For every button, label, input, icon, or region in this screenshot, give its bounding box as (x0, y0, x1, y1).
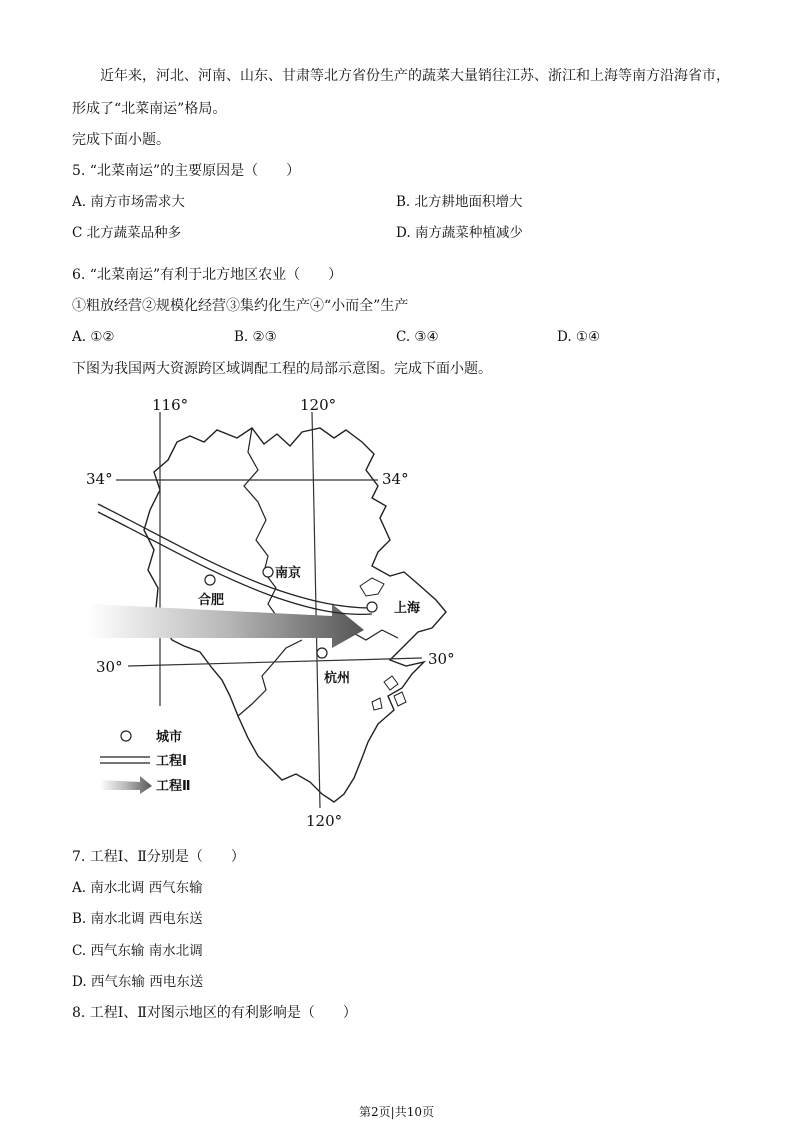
intro-line-2: 形成了“北菜南运”格局。 (72, 101, 227, 117)
question-6-option-d: D. ①④ (557, 329, 601, 345)
map-intro: 下图为我国两大资源跨区域调配工程的局部示意图。完成下面小题。 (72, 361, 492, 377)
resource-transfer-map (72, 390, 472, 840)
lat-label-34-left: 34° (86, 470, 113, 488)
lat-label-30-right: 30° (428, 650, 455, 668)
question-7-option-c: C. 西气东输 南水北调 (72, 943, 203, 959)
legend-city-icon (121, 731, 131, 741)
question-8-stem: 8. 工程Ⅰ、Ⅱ对图示地区的有利影响是（ ） (72, 1005, 357, 1021)
page-footer: 第2页|共10页 (359, 1105, 434, 1119)
question-6-option-a: A. ①② (72, 329, 115, 345)
question-5-option-a: A. 南方市场需求大 (72, 194, 185, 210)
city-marker-hangzhou (317, 648, 327, 658)
instruction: 完成下面小题。 (72, 132, 170, 148)
lat-label-34-right: 34° (382, 470, 409, 488)
city-label-shanghai: 上海 (394, 601, 421, 616)
city-label-hangzhou: 杭州 (324, 671, 351, 686)
question-7-option-d: D. 西气东输 西电东送 (72, 974, 204, 990)
intro-line-1: 近年来，河北、河南、山东、甘肃等北方省份生产的蔬菜大量销往江苏、浙江和上海等南方沿海省市， (100, 68, 730, 84)
question-6-stem: 6. “北菜南运”有利于北方地区农业（ ） (72, 267, 343, 283)
question-5-stem: 5. “北菜南运”的主要原因是（ ） (72, 163, 301, 179)
question-5-option-b: B. 北方耕地面积增大 (396, 194, 523, 210)
lon-label-120-bottom: 120° (306, 812, 343, 830)
legend-city-label: 城市 (156, 730, 183, 745)
city-marker-hefei (205, 575, 215, 585)
question-6-choices: ①粗放经营②规模化经营③集约化生产④“小而全”生产 (72, 298, 409, 314)
lat-label-30-left: 30° (96, 658, 123, 676)
question-6-option-b: B. ②③ (234, 329, 277, 345)
question-5-option-d: D. 南方蔬菜种植减少 (396, 225, 523, 241)
question-7-option-a: A. 南水北调 西气东输 (72, 880, 203, 896)
city-label-nanjing: 南京 (275, 566, 302, 581)
legend-project-2-icon (100, 776, 152, 794)
legend-project-1-label: 工程Ⅰ (156, 754, 187, 769)
question-6-option-c: C. ③④ (396, 329, 439, 345)
question-7-stem: 7. 工程Ⅰ、Ⅱ分别是（ ） (72, 849, 245, 865)
question-7-option-b: B. 南水北调 西电东送 (72, 911, 203, 927)
lon-label-120-top: 120° (300, 396, 337, 414)
city-label-hefei: 合肥 (198, 593, 225, 608)
legend-project-2-label: 工程Ⅱ (156, 779, 191, 794)
question-5-option-c: C 北方蔬菜品种多 (72, 225, 182, 241)
city-marker-nanjing (263, 567, 273, 577)
city-marker-shanghai (367, 602, 377, 612)
lon-label-116: 116° (152, 396, 189, 414)
